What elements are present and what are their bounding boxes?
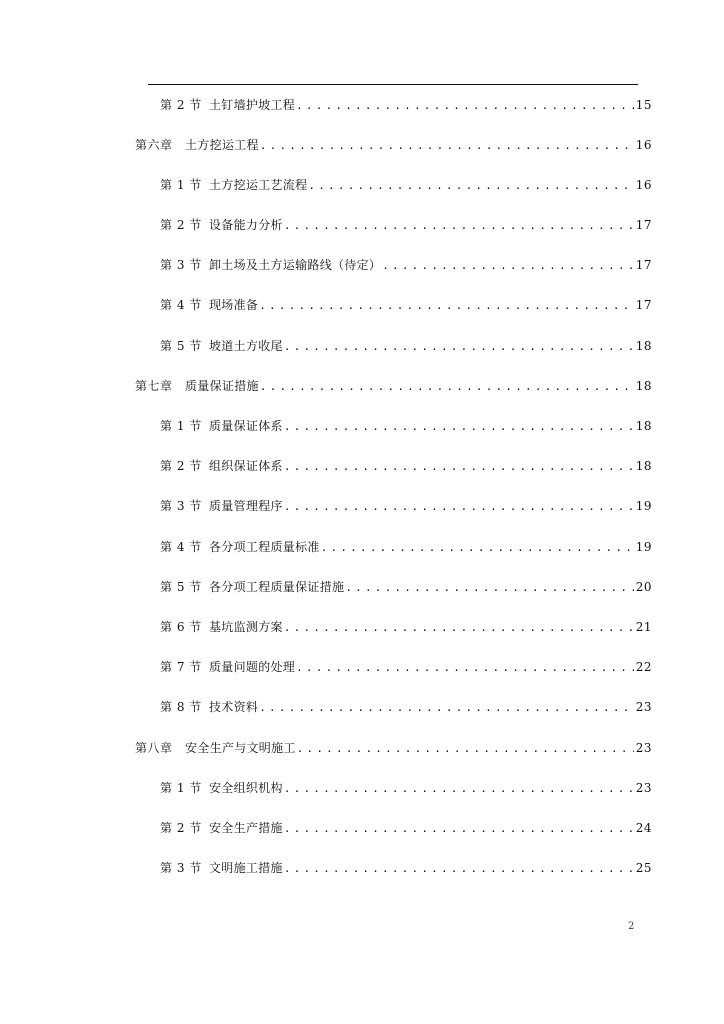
toc-dot-leader [284,819,634,839]
toc-entry-number: 第八章 [135,741,173,755]
toc-entry-number: 第 3 节 [160,258,202,272]
toc-dot-leader [259,296,634,316]
toc-entry-title: 质量保证措施 [185,379,259,393]
toc-dot-leader [284,779,634,799]
toc-entry-page: 18 [635,379,652,393]
toc-entry[interactable] [160,858,652,878]
toc-entry-number: 第 4 节 [160,298,202,312]
toc-entry-page: 15 [635,98,652,112]
toc-entry-page: 20 [635,580,652,594]
toc-entry-title: 基坑监测方案 [209,620,283,634]
toc-entry-page: 18 [635,339,652,353]
toc-entry-page: 25 [635,861,652,875]
toc-dot-leader [259,698,634,718]
toc-dot-leader [284,497,634,517]
toc-entry-number: 第六章 [135,138,173,152]
toc-dot-leader [284,417,634,437]
toc-entry-page: 21 [635,620,652,634]
toc-entry-number: 第 2 节 [160,218,202,232]
toc-entry[interactable] [160,95,652,115]
header-rule [148,84,638,85]
toc-entry-page: 17 [635,258,652,272]
toc-entry-title: 坡道土方收尾 [209,339,283,353]
toc-entry[interactable] [160,255,652,275]
toc-entry[interactable] [160,577,652,597]
toc-entry[interactable] [160,657,652,677]
toc-entry-number: 第 6 节 [160,620,202,634]
toc-entry-page: 23 [635,700,652,714]
toc-entry[interactable] [160,537,652,557]
toc-entry-title: 设备能力分析 [209,218,283,232]
toc-dot-leader [296,96,634,116]
toc-entry-number: 第 1 节 [160,419,202,433]
toc-entry-number: 第 2 节 [160,459,202,473]
toc-entry[interactable] [160,778,652,798]
toc-entry-number: 第 1 节 [160,781,202,795]
toc-entry-title: 技术资料 [209,700,259,714]
toc-entry[interactable] [135,376,652,396]
toc-entry[interactable] [160,336,652,356]
toc-entry-number: 第七章 [135,379,173,393]
toc-entry-page: 16 [635,138,652,152]
toc-dot-leader [284,859,634,879]
toc-entry-title: 质量问题的处理 [209,660,296,674]
toc-dot-leader [284,337,634,357]
toc-entry-page: 19 [635,540,652,554]
toc-dot-leader [284,457,634,477]
toc-entry[interactable] [160,416,652,436]
toc-entry-number: 第 2 节 [160,98,202,112]
toc-entry[interactable] [160,175,652,195]
toc-entry-page: 23 [635,741,652,755]
toc-entry-number: 第 3 节 [160,861,202,875]
toc-dot-leader [345,578,633,598]
toc-entry-title: 文明施工措施 [209,861,283,875]
toc-entry-page: 23 [635,781,652,795]
toc-entry-title: 各分项工程质量保证措施 [209,580,345,594]
toc-entry[interactable] [160,215,652,235]
toc-entry-number: 第 8 节 [160,700,202,714]
toc-entry-number: 第 1 节 [160,178,202,192]
toc-dot-leader [284,618,634,638]
toc-dot-leader [382,256,634,276]
toc-entry-title: 卸土场及土方运输路线（待定） [209,258,382,272]
toc-entry-number: 第 2 节 [160,821,202,835]
toc-entry[interactable] [160,496,652,516]
toc-entry-title: 质量保证体系 [209,419,283,433]
toc-entry-page: 22 [635,660,652,674]
toc-entry-title: 安全组织机构 [209,781,283,795]
toc-dot-leader [297,739,634,759]
toc-entry-title: 现场准备 [209,298,259,312]
toc-entry-page: 16 [635,178,652,192]
toc-entry-title: 土钉墙护坡工程 [209,98,296,112]
toc-entry-title: 质量管理程序 [209,499,283,513]
toc-entry-number: 第 7 节 [160,660,202,674]
toc-entry[interactable] [160,456,652,476]
toc-entry[interactable] [160,617,652,637]
toc-dot-leader [321,538,634,558]
toc-entry[interactable] [160,697,652,717]
toc-entry-title: 各分项工程质量标准 [209,540,320,554]
toc-entry-page: 24 [635,821,652,835]
toc-dot-leader [284,216,634,236]
toc-entry-title: 安全生产措施 [209,821,283,835]
toc-entry[interactable] [135,738,652,758]
toc-dot-leader [260,136,634,156]
toc-entry-number: 第 5 节 [160,580,202,594]
toc-entry[interactable] [160,818,652,838]
toc-entry-title: 土方挖运工程 [185,138,259,152]
toc-dot-leader [296,658,634,678]
toc-entry-number: 第 3 节 [160,499,202,513]
toc-entry-page: 17 [635,298,652,312]
toc-dot-leader [260,377,634,397]
toc-entry-number: 第 4 节 [160,540,202,554]
toc-entry-page: 19 [635,499,652,513]
toc-entry-title: 土方挖运工艺流程 [209,178,308,192]
toc-entry-page: 18 [635,459,652,473]
toc-entry[interactable] [135,135,652,155]
toc-entry[interactable] [160,295,652,315]
toc-entry-number: 第 5 节 [160,339,202,353]
toc-entry-title: 安全生产与文明施工 [185,741,296,755]
page-number: 2 [628,921,635,932]
toc-entry-page: 17 [635,218,652,232]
toc-entry-title: 组织保证体系 [209,459,283,473]
toc-entry-page: 18 [635,419,652,433]
toc-dot-leader [308,176,633,196]
